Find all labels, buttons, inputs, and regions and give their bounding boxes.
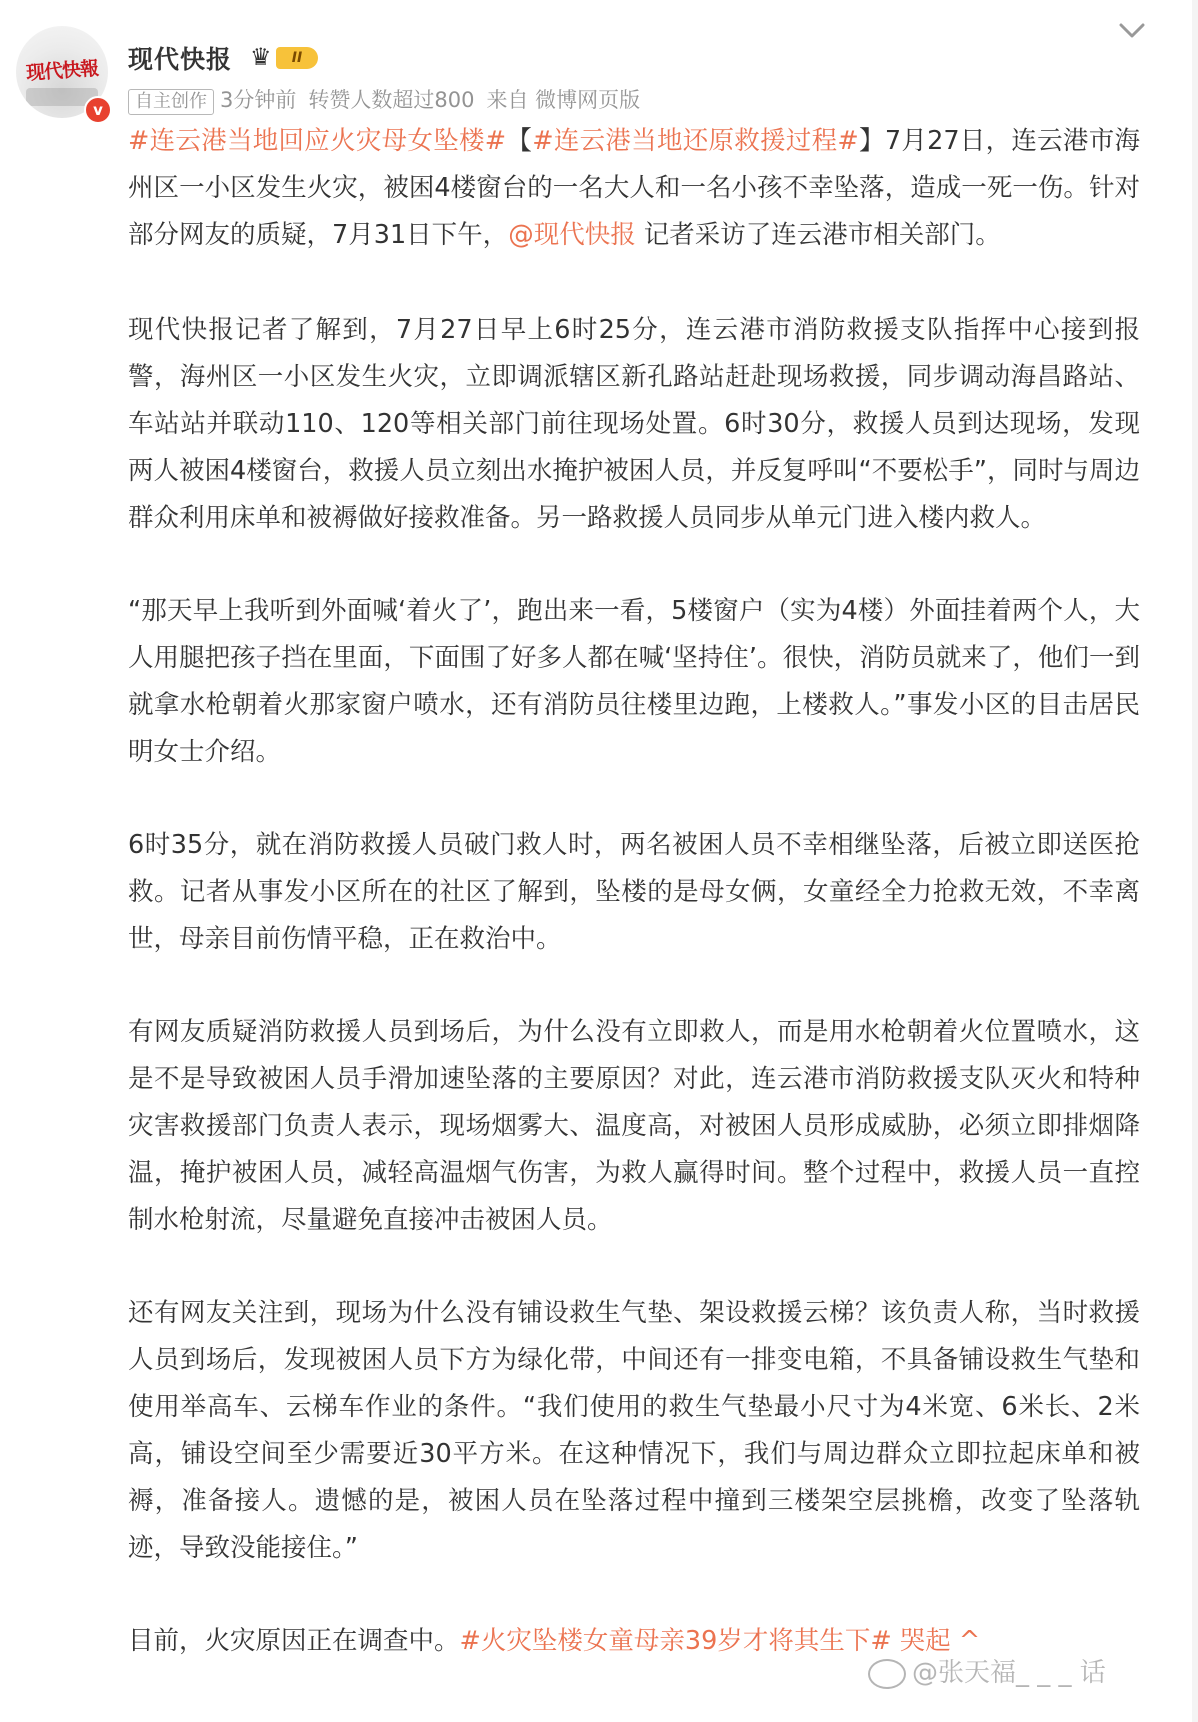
watermark (868, 1652, 1106, 1689)
scrollbar-track[interactable] (1192, 0, 1198, 1722)
paragraph-text: 记者采访了连云港市相关部门。 (635, 220, 1001, 250)
username[interactable]: 现代快报 (128, 45, 233, 74)
crown-icon: ♛ (250, 43, 272, 71)
chevron-down-icon[interactable] (1117, 16, 1147, 46)
post-body (128, 118, 1140, 1711)
verified-badge-icon: v (84, 96, 112, 124)
repost-like-count: 转赞人数超过800 (308, 88, 475, 112)
paragraph-text: 目前，火灾原因正在调查中。 (128, 1626, 460, 1656)
watermark-text: @张天福_ _ _ 话 (912, 1658, 1106, 1688)
paragraph-3: “那天早上我听到外面喊‘着火了’，跑出来一看，5楼窗户（实为4楼）外面挂着两个人，大人用腿把孩子挡在里面，下面围了好多人都在喊‘坚持住’。很快，消防员就来了，他们一到就拿水枪朝着火那家窗户喷水，还有消防员往楼里边跑，上楼救人。”事发小区的目击居民明女士介绍。 (128, 596, 1140, 767)
avatar-logo-text: 现代快報 (25, 57, 99, 85)
member-level-badge[interactable]: II (276, 47, 318, 69)
weibo-logo-icon (868, 1659, 906, 1689)
post-meta (128, 84, 652, 115)
post-source: 来自 微博网页版 (486, 88, 641, 112)
paragraph-2: 现代快报记者了解到，7月27日早上6时25分，连云港市消防救援支队指挥中心接到报警，海州区一小区发生火灾，立即调派辖区新孔路站赶赴现场救援，同步调动海昌路站、车站站并联动110、120等相关部门前往现场处置。6时30分，救援人员到达现场，发现两人被困4楼窗台，救援人员立刻出水掩护被困人员，并反复呼叫“不要松手”，同时与周边群众利用床单和被褥做好接救准备。另一路救援人员同步从单元门进入楼内救人。 (128, 315, 1140, 533)
paragraph-5: 有网友质疑消防救援人员到场后，为什么没有立即救人，而是用水枪朝着火位置喷水，这是不是导致被困人员手滑加速坠落的主要原因？对此，连云港市消防救援支队灭火和特种灾害救援部门负责人表示，现场烟雾大、温度高，对被困人员形成威胁，必须立即排烟降温，掩护被困人员，减轻高温烟气伤害，为救人赢得时间。整个过程中，救援人员一直控制水枪射流，尽量避免直接冲击被困人员。 (128, 1017, 1140, 1235)
hashtag-link[interactable]: #火灾坠楼女童母亲39岁才将其生下# 哭起 ^ (459, 1626, 981, 1656)
post-time[interactable]: 3分钟前 (220, 88, 297, 112)
hashtag-link[interactable]: #连云港当地回应火灾母女坠楼# (128, 126, 507, 156)
paragraph-6: 还有网友关注到，现场为什么没有铺设救生气垫、架设救援云梯？该负责人称，当时救援人员到场后，发现被困人员下方为绿化带，中间还有一排变电箱，不具备铺设救生气垫和使用举高车、云梯车作业的条件。“我们使用的救生气垫最小尺寸为4米宽、6米长、2米高，铺设空间至少需要近30平方米。在这种情况下，我们与周边群众立即拉起床单和被褥，准备接人。遗憾的是，被困人员在坠落过程中撞到三楼架空层挑檐，改变了坠落轨迹，导致没能接住。” (128, 1298, 1140, 1563)
paragraph-4: 6时35分，就在消防救援人员破门救人时，两名被困人员不幸相继坠落，后被立即送医抢救。记者从事发小区所在的社区了解到，坠楼的是母女俩，女童经全力抢救无效，不幸离世，母亲目前伤情平稳，正在救治中。 (128, 830, 1140, 954)
original-content-tag: 自主创作 (128, 89, 214, 115)
mention-link[interactable]: @现代快报 (508, 220, 636, 250)
bracket-open: 【 (506, 126, 533, 156)
paragraph-text: 7月27日，连云港市海州区一小区发生火灾，被困4楼窗台的一名大人和一名小孩不幸坠落，造成一死一伤。针对部分网友的质疑，7月31日下午， (128, 126, 1140, 250)
hashtag-link[interactable]: #连云港当地还原救援过程# (532, 126, 859, 156)
bracket-close: 】 (858, 126, 885, 156)
paragraph-1 (128, 118, 1140, 259)
